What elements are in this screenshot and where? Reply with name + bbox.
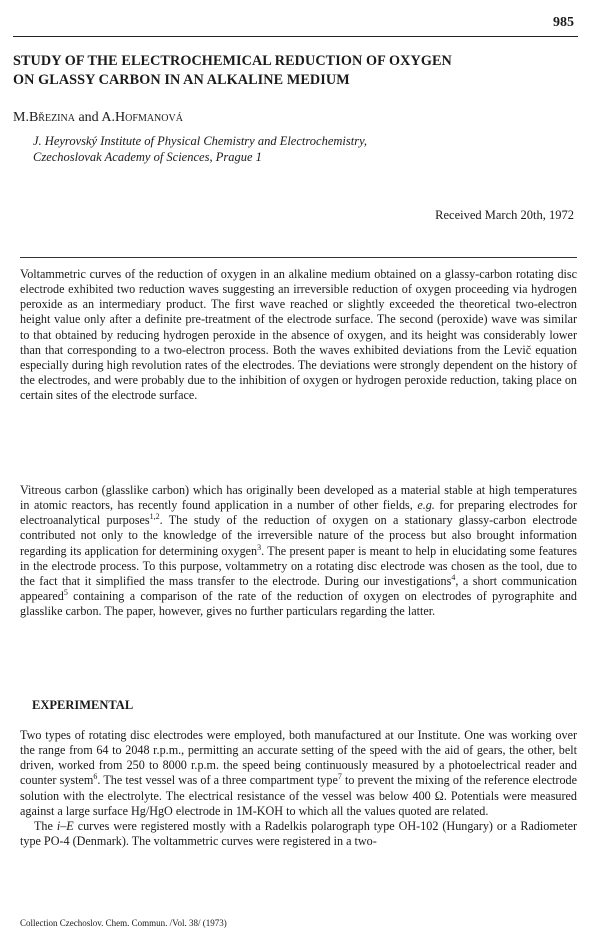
author-joiner: and (74, 110, 102, 125)
received-date: Received March 20th, 1972 (435, 208, 574, 222)
author-1-surname: řezina (38, 110, 75, 125)
experimental-paragraph-2 (20, 819, 577, 849)
intro-text: , a short communication appeared (20, 573, 578, 604)
intro-eg: e.g. (417, 498, 435, 513)
author-1-initial: M.B (13, 110, 39, 125)
abstract: Voltammetric curves of the reduction of oxygen in an alkaline medium obtained on a glassy-carbon rotating disc electrode exhibited two reduction waves suggesting an irreversible reduction of oxygen proceeding via hydrogen peroxide as an intermediary product. The first wave reached or slightly exceeded the theoretical two-electron height value only after a definite pre-treatment of the electrode surface. The second (peroxide) wave was similar to that obtained by reducing hydrogen peroxide in the absence of oxygen, and its height was considerably lower than that corresponding to a two-electron process. Both the waves exhibited deviations from the Levič equation especially during high revolution rates of the electrodes. The deviations were strongly dependent on the history of the electrodes, and were probably due to the inhibition of oxygen or hydrogen peroxide reduction, taking place on certain sites of the electrode surface. (20, 267, 577, 403)
reference-marker: 1,2 (149, 512, 160, 522)
paper-title (13, 52, 573, 90)
experimental-text: The (34, 818, 57, 833)
reference-marker: 6 (93, 772, 98, 782)
experimental-text: . The test vessel was of a three compartment type (97, 773, 338, 788)
intro-text: . The present paper is meant to help in elucidating some features in the electrode process. To this purpose, voltammetry on a rotating disc electrode was chosen as the tool, due to the fact that it simplified the mass transfer to the electrode. During our investigations (20, 543, 577, 588)
experimental-text: Two types of rotating disc electrodes were employed, both manufactured at our Institute. One was working over the range from 64 to 2048 r.p.m., permitting an accurate setting of the speed with the aid of gears, the other, belt driven, worked from 250 to 8000 r.p.m. the speed being continuously measured by a photoelectrical reader and counter system (20, 728, 577, 788)
intro-text: containing a comparison of the rate of the reduction of oxygen on electrodes of pyrographite and glasslike carbon. The paper, however, gives no further particulars regarding the latter. (20, 589, 577, 619)
reference-marker: 7 (337, 772, 342, 782)
affiliation (33, 133, 367, 165)
experimental-paragraph-1 (20, 728, 577, 819)
experimental-text: to prevent the mixing of the reference electrode solution with the electrolyte. The electrical resistance of the vessel was below 400 Ω. Potentials were measured against a large surface Hg/HgO electrode in 1M-KOH to which all the values quoted are related. (20, 773, 577, 818)
section-heading-experimental: EXPERIMENTAL (32, 698, 134, 712)
authors (13, 110, 183, 126)
abstract-rule (20, 257, 577, 258)
page-number: 985 (553, 15, 574, 30)
intro-text: . The study of the reduction of oxygen on a stationary glassy-carbon electrode contributed not only to the knowledge of the irreversible nature of the process but also brought information regarding its application for determining oxygen (20, 513, 577, 558)
reference-marker: 4 (451, 572, 456, 582)
title-line-2: ON GLASSY CARBON IN AN ALKALINE MEDIUM (13, 72, 350, 88)
intro-paragraph (20, 483, 577, 619)
journal-citation: Collection Czechoslov. Chem. Commun. /Vol. 38/ (1973) (20, 918, 227, 928)
experimental-ie: i–E (56, 818, 74, 833)
header-rule (13, 36, 578, 37)
intro-text: Vitreous carbon (glasslike carbon) which has originally been developed as a material stable at high temperatures in atomic reactors, has recently found application in a number of other fields, (20, 483, 577, 513)
author-2-initial: A.H (101, 110, 126, 125)
reference-marker: 3 (257, 542, 262, 552)
experimental-body (20, 728, 577, 849)
affiliation-line-1: J. Heyrovský Institute of Physical Chemistry and Electrochemistry, (33, 134, 368, 148)
author-2-surname: ofmanová (125, 110, 183, 125)
affiliation-line-2: Czechoslovak Academy of Sciences, Prague 1 (33, 150, 262, 164)
reference-marker: 5 (63, 588, 68, 598)
experimental-text: curves were registered mostly with a Radelkis polarograph type OH-102 (Hungary) or a Radiometer type PO-4 (Denmark). The voltammetric curves were registered in a two- (20, 818, 577, 849)
intro-text: for preparing electrodes for electroanalytical purposes (20, 498, 577, 528)
title-line-1: STUDY OF THE ELECTROCHEMICAL REDUCTION OF OXYGEN (13, 53, 452, 69)
